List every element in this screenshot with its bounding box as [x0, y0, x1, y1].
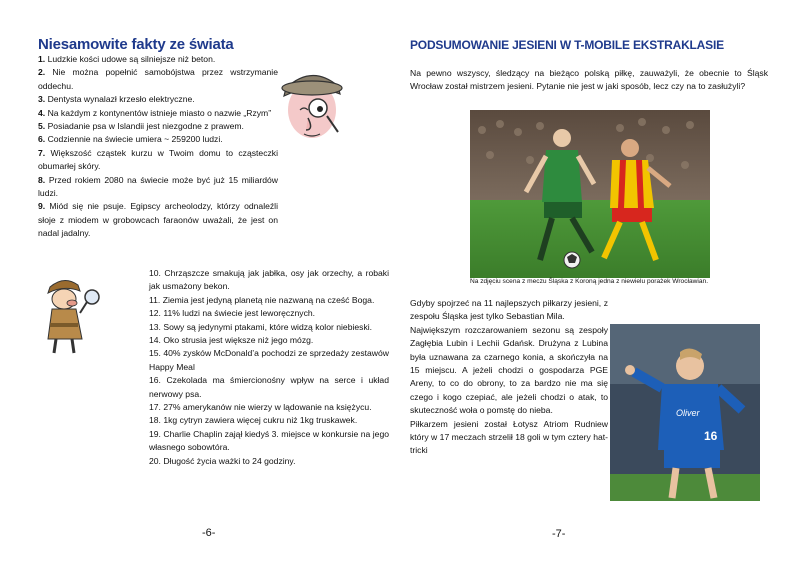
jersey-sponsor: Oliver: [676, 408, 700, 418]
detective-cartoon-2-icon: [38, 275, 104, 357]
fact-item: 9. Miód się nie psuje. Egipscy archeolodzy, którzy odnaleźli słoje z miodem w grobowcach faraonów uważali, że jest on nadal jadalny.: [38, 201, 279, 239]
fact-item: 5. Posiadanie psa w Islandii jest niezgodne z prawem.: [38, 121, 244, 132]
fact-item: 7. Większość cząstek kurzu w Twoim domu to cząsteczki obumarłej skóry.: [38, 147, 279, 172]
detective-cartoon-icon: [278, 58, 346, 146]
fact-item: 13. Sowy są jedynymi ptakami, które widzą kolor niebieski.: [149, 321, 373, 332]
fact-item: 4. Na każdym z kontynentów istnieje miasto o nazwie „Rzym”: [38, 107, 272, 118]
article-intro: Na pewno wszyscy, śledzący na bieżąco polską piłkę, zauważyli, że obecnie to Śląsk Wrocław został mistrzem jesieni. Pytanie nie jest w jaki sposób, lecz czy na to zasłużyli?: [410, 68, 768, 92]
player-photo: [610, 324, 760, 501]
facts-list-bottom: [149, 267, 389, 468]
page-number-right: -7-: [552, 528, 566, 540]
right-page: [400, 0, 800, 565]
match-photo: [470, 110, 710, 278]
fact-item: 19. Charlie Chaplin zajął kiedyś 3. miejsce w konkursie na jego własnego sobowtóra.: [149, 428, 389, 453]
fact-item: 18. 1kg cytryn zawiera więcej cukru niż 1kg truskawek.: [149, 415, 358, 426]
fact-item: 17. 27% amerykanów nie wierzy w lądowanie na księżycu.: [149, 402, 372, 413]
fact-item: 14. Oko strusia jest większe niż jego mózg.: [149, 335, 314, 346]
fact-item: 2. Nie można popełnić samobójstwa przez wstrzymanie oddechu.: [38, 67, 278, 91]
fact-item: 8. Przed rokiem 2080 na świecie może być już 15 miliardów ludzi.: [38, 174, 278, 199]
article-paragraph: Gdyby spojrzeć na 11 najlepszych piłkarzy jesieni, z zespołu Śląska jest tylko Sebastian Mila.: [410, 298, 608, 322]
fact-item: 3. Dentysta wynalazł krzesło elektryczne.: [38, 94, 195, 105]
article-body: [410, 297, 608, 458]
fact-item: 12. 11% ludzi na świecie jest leworęcznych.: [149, 308, 316, 319]
fact-item: 10. Chrząszcze smakują jak jabłka, osy jak orzechy, a robaki jak usmażony bekon.: [149, 268, 389, 292]
article-paragraph: Piłkarzem jesieni został Łotysz Atriom Rudniew który w 17 meczach strzelił 18 goli w tym cztery hat-tricki: [410, 418, 608, 456]
facts-list-top: [38, 53, 278, 241]
photo-caption: Na zdjęciu scena z meczu Śląska z Koroną jedna z niewielu porażek Wrocławian.: [469, 278, 709, 285]
facts-title: Niesamowite fakty ze świata: [38, 36, 234, 53]
page-number-left: -6-: [202, 527, 216, 539]
article-paragraph: Największym rozczarowaniem sezonu są zespoły Zagłębia Lubin i Lechii Gdańsk. Drużyna z Lubina była uznawana za czarnego konia, a skończyła na 15 miejscu. A jeżeli chodzi o gospodarza PGE Areny, to co do obrony, to za bardzo nie ma się czego i kogo czepiać, ale jeżeli chodzi o atak, to skuteczność woła o pomstę do nieba.: [410, 324, 608, 416]
fact-item: 1. Ludzkie kości udowe są silniejsze niż beton.: [38, 54, 216, 64]
fact-item: 11. Ziemia jest jedyną planetą nie nazwaną na cześć Boga.: [149, 294, 375, 305]
article-title: PODSUMOWANIE JESIENI W T-MOBILE EKSTRAKLASIE: [410, 38, 724, 52]
fact-item: 6. Codziennie na świecie umiera ~ 259200 ludzi.: [38, 134, 223, 145]
fact-item: 15. 40% zysków McDonald’a pochodzi ze sprzedaży zestawów Happy Meal: [149, 348, 389, 372]
fact-item: 20. Długość życia ważki to 24 godziny.: [149, 455, 296, 466]
jersey-number: 16: [704, 429, 718, 443]
fact-item: 16. Czekolada ma śmiercionośny wpływ na serce i układ nerwowy psa.: [149, 375, 389, 399]
